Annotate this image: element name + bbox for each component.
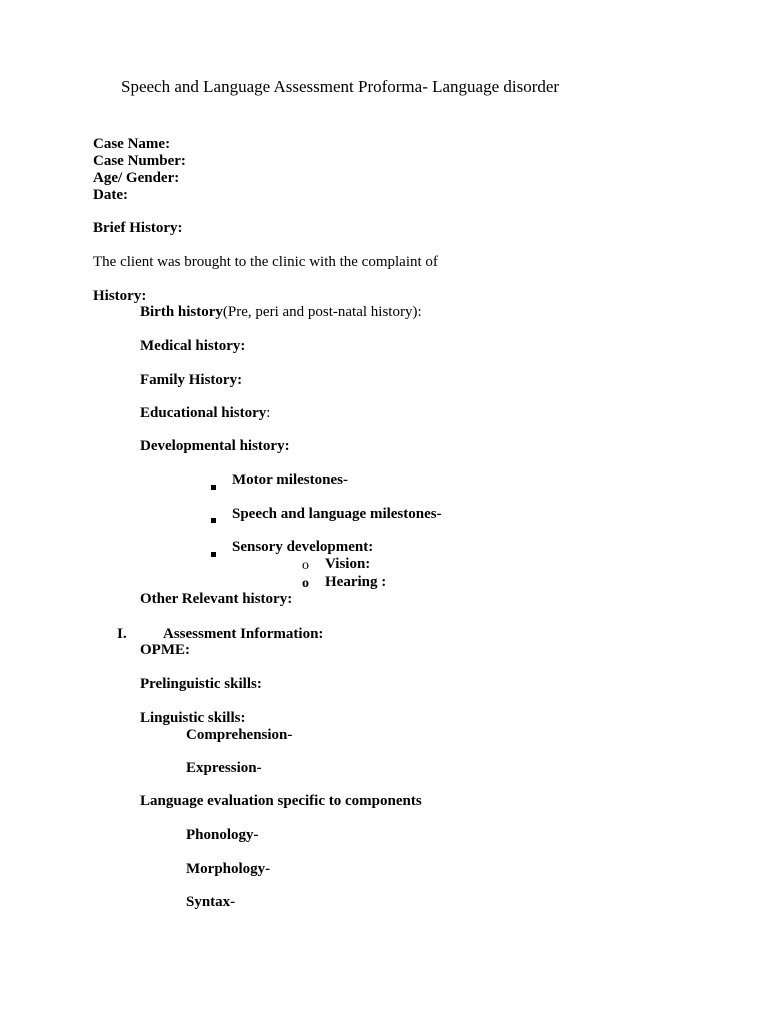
language-evaluation-heading: Language evaluation specific to components <box>140 793 422 809</box>
opme-label: OPME: <box>140 642 190 658</box>
educational-history-suffix: : <box>266 405 271 421</box>
brief-history-text: The client was brought to the clinic with the complaint of <box>93 254 438 270</box>
other-relevant-history-label: Other Relevant history: <box>140 591 293 607</box>
linguistic-skills-label: Linguistic skills: <box>140 710 246 726</box>
document-title: Speech and Language Assessment Proforma- Language disorder <box>121 77 560 96</box>
section-numeral: I. <box>117 626 127 642</box>
educational-history-label: Educational history <box>140 405 267 421</box>
phonology-label: Phonology- <box>186 827 259 843</box>
speech-language-milestones-label: Speech and language milestones- <box>232 506 442 522</box>
birth-history-label: Birth history <box>140 304 223 320</box>
age-gender-label: Age/ Gender: <box>93 170 180 186</box>
sensory-development-label: Sensory development: <box>232 539 374 555</box>
square-bullet-icon <box>211 478 216 495</box>
medical-history-label: Medical history: <box>140 338 246 354</box>
circle-bullet-marker: o <box>302 576 309 591</box>
case-name-label: Case Name: <box>93 136 171 152</box>
square-bullet-icon <box>211 545 216 562</box>
developmental-history-label: Developmental history: <box>140 438 290 454</box>
motor-milestones-label: Motor milestones- <box>232 472 348 488</box>
prelinguistic-skills-label: Prelinguistic skills: <box>140 676 262 692</box>
educational-history-line <box>140 405 270 422</box>
birth-history-suffix: (Pre, peri and post-natal history): <box>222 304 422 320</box>
birth-history-line <box>140 304 422 321</box>
square-bullet-icon <box>211 511 216 528</box>
history-heading: History: <box>93 288 147 304</box>
expression-label: Expression- <box>186 760 262 776</box>
syntax-label: Syntax- <box>186 894 236 910</box>
vision-label: Vision: <box>325 556 371 572</box>
morphology-label: Morphology- <box>186 861 271 877</box>
family-history-label: Family History: <box>140 372 243 388</box>
assessment-information-heading: Assessment Information: <box>163 626 324 642</box>
circle-bullet-marker: o <box>302 558 309 573</box>
date-label: Date: <box>93 187 128 203</box>
hearing-label: Hearing : <box>325 574 387 590</box>
comprehension-label: Comprehension- <box>186 727 293 743</box>
brief-history-heading: Brief History: <box>93 220 183 236</box>
case-number-label: Case Number: <box>93 153 186 169</box>
